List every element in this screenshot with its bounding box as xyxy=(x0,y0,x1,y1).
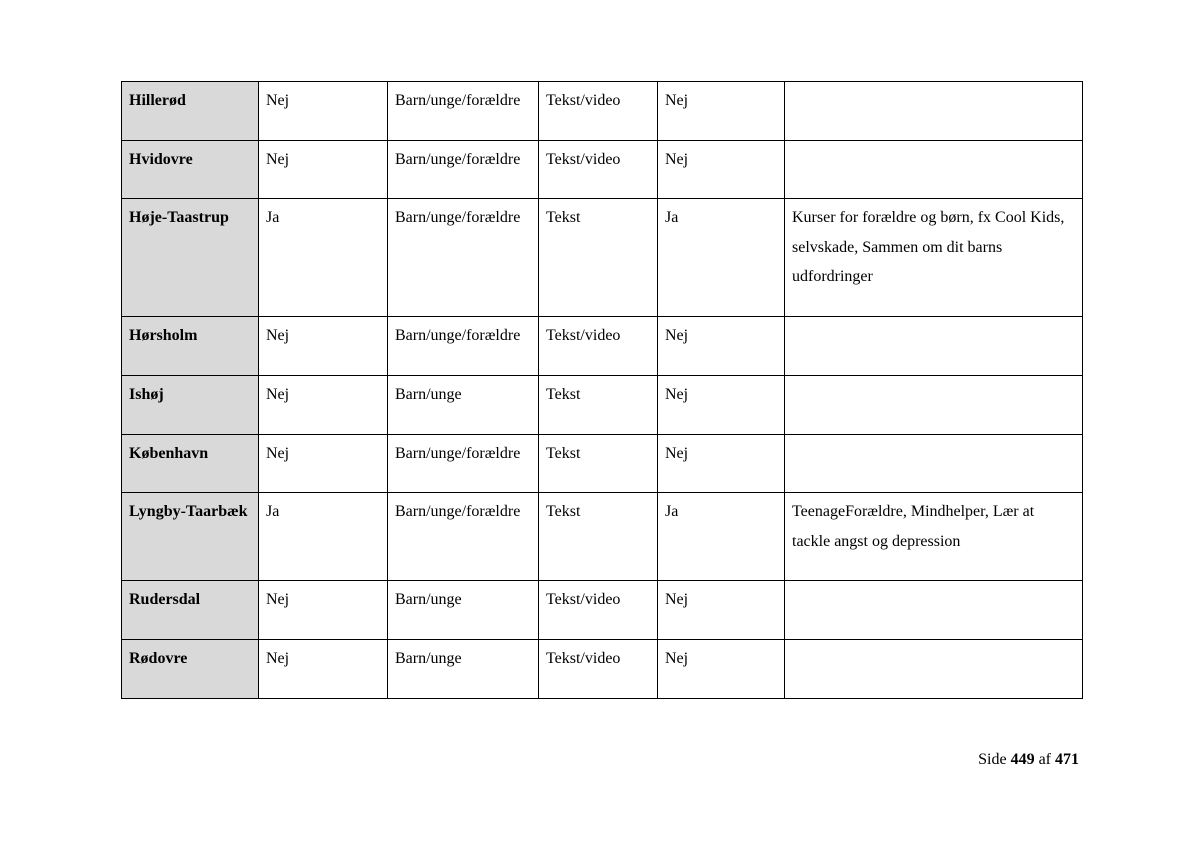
notes-cell xyxy=(785,317,1083,376)
table-row xyxy=(122,435,1083,493)
table-row xyxy=(122,581,1083,640)
page-prefix: Side xyxy=(978,751,1007,768)
cell-col5: Nej xyxy=(658,435,785,493)
table-body xyxy=(122,82,1083,699)
format-cell: Tekst/video xyxy=(539,82,658,141)
format-cell: Tekst/video xyxy=(539,581,658,640)
current-page-number: 449 xyxy=(1010,751,1035,768)
notes-cell xyxy=(785,141,1083,199)
cell-col2: Ja xyxy=(259,199,388,317)
table-row xyxy=(122,199,1083,317)
municipality-cell: København xyxy=(122,435,259,493)
format-cell: Tekst xyxy=(539,493,658,581)
page-separator: af xyxy=(1038,751,1051,768)
table-row xyxy=(122,82,1083,141)
municipality-cell: Rudersdal xyxy=(122,581,259,640)
notes-cell: Kurser for forældre og børn, fx Cool Kids, selvskade, Sammen om dit barns udfordringer xyxy=(785,199,1083,317)
municipality-cell: Hillerød xyxy=(122,82,259,141)
table-row xyxy=(122,640,1083,699)
municipality-cell: Rødovre xyxy=(122,640,259,699)
table-row xyxy=(122,493,1083,581)
format-cell: Tekst/video xyxy=(539,640,658,699)
audience-cell: Barn/unge/forældre xyxy=(388,493,539,581)
cell-col2: Nej xyxy=(259,82,388,141)
notes-cell: TeenageForældre, Mindhelper, Lær at tackle angst og depression xyxy=(785,493,1083,581)
cell-col5: Ja xyxy=(658,199,785,317)
notes-cell xyxy=(785,435,1083,493)
cell-col2: Ja xyxy=(259,493,388,581)
notes-cell xyxy=(785,640,1083,699)
cell-col5: Nej xyxy=(658,640,785,699)
format-cell: Tekst xyxy=(539,435,658,493)
cell-col2: Nej xyxy=(259,376,388,435)
municipality-cell: Lyngby-Taarbæk xyxy=(122,493,259,581)
cell-col5: Nej xyxy=(658,376,785,435)
notes-cell xyxy=(785,82,1083,141)
cell-col2: Nej xyxy=(259,141,388,199)
audience-cell: Barn/unge/forældre xyxy=(388,199,539,317)
format-cell: Tekst xyxy=(539,199,658,317)
cell-col2: Nej xyxy=(259,317,388,376)
audience-cell: Barn/unge/forældre xyxy=(388,141,539,199)
table-row xyxy=(122,317,1083,376)
cell-col2: Nej xyxy=(259,435,388,493)
cell-col5: Ja xyxy=(658,493,785,581)
cell-col5: Nej xyxy=(658,82,785,141)
audience-cell: Barn/unge/forældre xyxy=(388,435,539,493)
table-row xyxy=(122,376,1083,435)
format-cell: Tekst/video xyxy=(539,317,658,376)
format-cell: Tekst/video xyxy=(539,141,658,199)
audience-cell: Barn/unge xyxy=(388,376,539,435)
audience-cell: Barn/unge xyxy=(388,581,539,640)
page-number-footer xyxy=(978,748,1079,772)
table-row xyxy=(122,141,1083,199)
notes-cell xyxy=(785,581,1083,640)
municipality-cell: Høje-Taastrup xyxy=(122,199,259,317)
cell-col2: Nej xyxy=(259,640,388,699)
cell-col5: Nej xyxy=(658,317,785,376)
audience-cell: Barn/unge/forældre xyxy=(388,82,539,141)
format-cell: Tekst xyxy=(539,376,658,435)
audience-cell: Barn/unge xyxy=(388,640,539,699)
municipality-cell: Ishøj xyxy=(122,376,259,435)
cell-col5: Nej xyxy=(658,581,785,640)
notes-cell xyxy=(785,376,1083,435)
cell-col5: Nej xyxy=(658,141,785,199)
municipality-table xyxy=(121,81,1083,699)
municipality-cell: Hvidovre xyxy=(122,141,259,199)
total-pages-number: 471 xyxy=(1055,751,1079,768)
audience-cell: Barn/unge/forældre xyxy=(388,317,539,376)
municipality-cell: Hørsholm xyxy=(122,317,259,376)
cell-col2: Nej xyxy=(259,581,388,640)
